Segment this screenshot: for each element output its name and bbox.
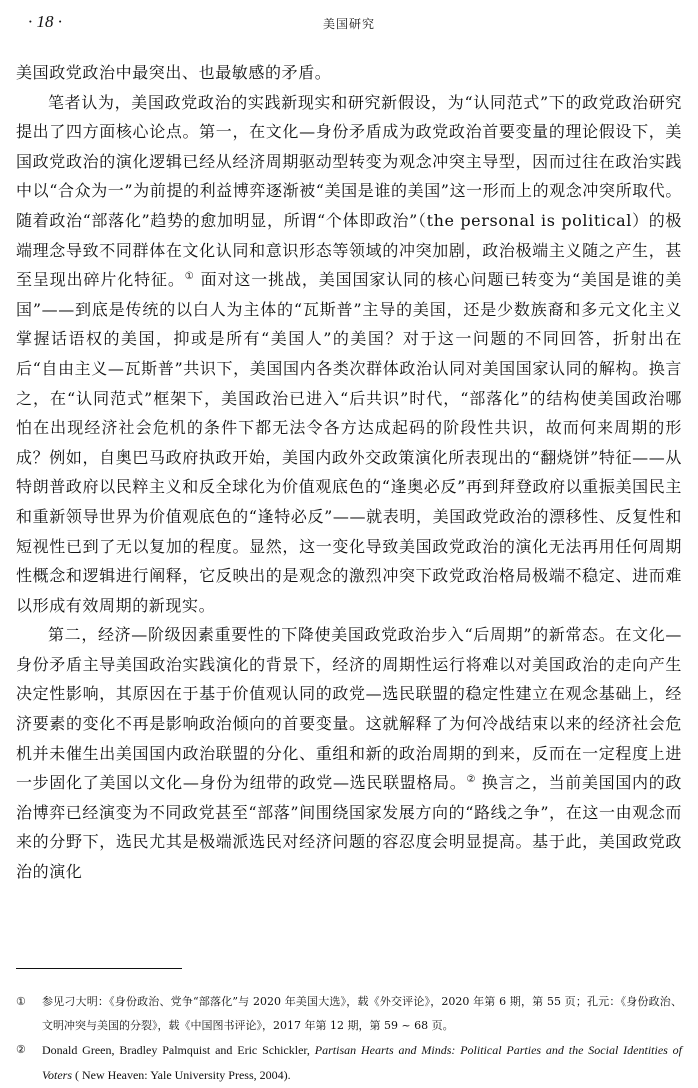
footnote-2-text — [42, 1038, 682, 1088]
page-number: · 18 · — [28, 12, 62, 31]
footnote-ref-1[interactable]: ① — [184, 271, 195, 283]
paragraph-3-text-a: 第二，经济—阶级因素重要性的下降使美国政党政治步入“后周期”的新常态。在文化—身份矛盾主导美国政治实践演化的背景下，经济的周期性运行将难以对美国政治的走向产生决定性影响，其原因在于基于价值观认同的政党—选民联盟的稳定性建立在观念基础上，经济要素的变化不再是影响政治倾向的首要变量。这就解释了为何冷战结束以来的经济社会危机并未催生出美国国内政治联盟的分化、重组和新的政治周期的到来，反而在一定程度上进一步固化了美国以文化—身份为纽带的政党—选民联盟格局。 — [16, 625, 682, 793]
footnote-2-mark: ② — [16, 1043, 26, 1056]
paragraph-2 — [16, 88, 682, 621]
footnote-1-mark: ① — [16, 995, 26, 1008]
paragraph-1 — [16, 58, 682, 88]
footnote-2-publisher: ( New Heaven: Yale University Press, 2004). — [72, 1068, 291, 1082]
footnote-ref-2[interactable]: ② — [466, 774, 477, 786]
footnote-1-text: 参见刁大明：《身份政治、党争“部落化”与 2020 年美国大选》，载《外交评论》，2020 年第 6 期，第 55 页；孔元：《身份政治、文明冲突与美国的分裂》，载《中国图书评论》，2017 年第 12 期，第 59 ~ 68 页。 — [42, 995, 682, 1032]
footnote-divider — [16, 968, 182, 969]
footnote-2-authors: Donald Green, Bradley Palmquist and Eric Schickler, — [42, 1043, 315, 1057]
paragraph-2-text-b: 面对这一挑战，美国国家认同的核心问题已转变为“美国是谁的美国”——到底是传统的以白人为主体的“瓦斯普”主导的美国，还是少数族裔和多元文化主义掌握话语权的美国，抑或是所有“美国人”的美国？对于这一问题的不同回答，折射出在后“自由主义—瓦斯普”共识下，美国国内各类次群体政治认同对美国国家认同的解构。换言之，在“认同范式”框架下，美国政治已进入“后共识”时代，“部落化”的结构使美国政治哪怕在出现经济社会危机的条件下都无法令各方达成起码的阶段性共识，故而何来周期的形成？例如，自奥巴马政府执政开始，美国内政外交政策演化所表现出的“翻烧饼”特征——从特朗普政府以民粹主义和反全球化为价值观底色的“逢奥必反”再到拜登政府以重振美国民主和重新领导世界为价值观底色的“逢特必反”——就表明，美国政党政治的漂移性、反复性和短视性已到了无以复加的程度。显然，这一变化导致美国政党政治的演化无法再用任何周期性概念和逻辑进行阐释，它反映出的是观念的激烈冲突下政党政治格局极端不稳定、进而难以形成有效周期的新现实。 — [16, 270, 682, 615]
paragraph-2-text-a: 笔者认为，美国政党政治的实践新现实和研究新假设，为“认同范式”下的政党政治研究提出了四方面核心论点。第一，在文化—身份矛盾成为政党政治首要变量的理论假设下，美国政党政治的演化逻辑已经从经济周期驱动型转变为观念冲突主导型，因而过往在政治实践中以“合众为一”为前提的利益博弈逐渐被“美国是谁的美国”这一形而上的观念冲突所取代。随着政治“部落化”趋势的愈加明显，所谓“个体即政治”（the personal is political）的极端理念导致不同群体在文化认同和意识形态等领域的冲突加剧，政治极端主义随之产生，甚至呈现出碎片化特征。 — [16, 92, 682, 290]
running-title: 美国研究 — [322, 17, 375, 31]
page-header — [14, 12, 684, 36]
body-text — [16, 58, 682, 887]
footnote-2-book-title: Partisan Hearts and Minds: Political Parties and the Social Identities of Voters — [42, 1043, 683, 1082]
footnote-2 — [16, 1038, 682, 1088]
paragraph-3-text-b: 换言之，当前美国国内的政治博弈已经演变为不同政党甚至“部落”间围绕国家发展方向的“路线之争”，在这一由观念而来的分野下，选民尤其是极端派选民对经济问题的容忍度会明显提高。基于此，美国政党政治的演化 — [16, 773, 682, 882]
paragraph-3 — [16, 620, 682, 886]
footnotes — [16, 990, 682, 1088]
paragraph-1-text: 美国政党政治中最突出、也最敏感的矛盾。 — [16, 63, 332, 82]
footnote-1 — [16, 990, 682, 1038]
